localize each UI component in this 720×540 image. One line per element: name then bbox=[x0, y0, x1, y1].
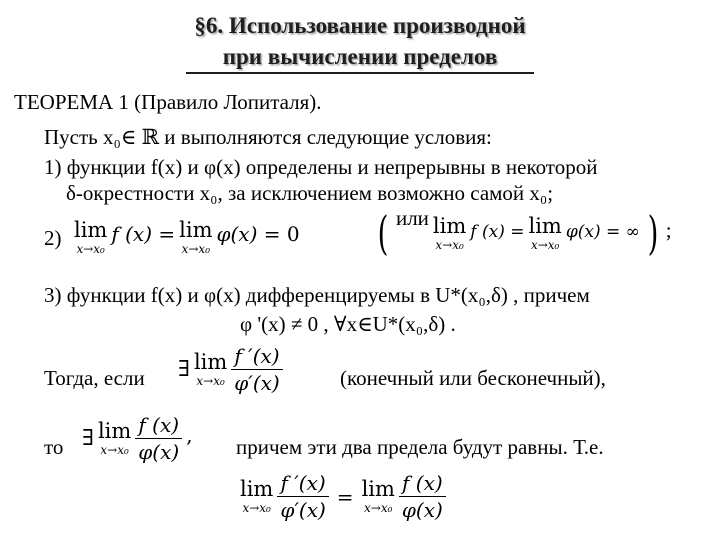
phi-of-x: φ(x) bbox=[401, 498, 443, 522]
f-prime: f ′(x) bbox=[234, 344, 280, 368]
lim-word: lim bbox=[528, 213, 562, 238]
phi-of-x: φ(x) bbox=[138, 440, 180, 464]
condition-1-line-2: δ-окрестности x₀, за исключением возможно самой x₀; bbox=[66, 181, 554, 205]
lim-word: lim bbox=[432, 213, 467, 238]
phi-prime: φ′(x) bbox=[234, 371, 280, 395]
title-underline bbox=[186, 72, 534, 74]
phi-of-x: φ(x) bbox=[216, 222, 258, 247]
condition-3-line-2: φ '(x) ≠ 0 , ∀x∈U*(x₀,δ) . bbox=[240, 312, 456, 336]
phi-of-x: φ(x) bbox=[565, 222, 601, 242]
equals-zero: = 0 bbox=[263, 222, 300, 247]
page-subtitle: при вычислении пределов bbox=[222, 44, 498, 69]
theorem-heading: ТЕОРЕМА 1 (Правило Лопиталя). bbox=[14, 90, 322, 114]
right-paren: ) bbox=[647, 206, 659, 261]
function-ratio-limit bbox=[82, 413, 193, 464]
lim-under: x→x₀ bbox=[76, 242, 105, 256]
if-text: Тогда, если bbox=[44, 366, 145, 390]
lhopital-equality bbox=[240, 471, 446, 522]
condition-2-formula bbox=[74, 220, 300, 255]
lim-word: lim bbox=[97, 419, 132, 443]
derivative-ratio-limit bbox=[178, 344, 283, 395]
lim-word: lim bbox=[240, 477, 274, 501]
then-text: то bbox=[44, 435, 64, 459]
f-prime: f ′(x) bbox=[280, 471, 326, 495]
if-note: (конечный или бесконечный), bbox=[340, 366, 606, 390]
lim-under: x→x₀ bbox=[181, 242, 211, 256]
exists-symbol: ∃ bbox=[82, 426, 94, 451]
equals-sign: = bbox=[510, 222, 525, 242]
then-note: причем эти два предела будут равны. Т.е. bbox=[236, 435, 604, 459]
lim-under: x→x₀ bbox=[364, 501, 393, 515]
left-paren: ( bbox=[377, 206, 389, 261]
condition-2-label: 2) bbox=[44, 226, 62, 250]
f-of-x: f (x) bbox=[470, 222, 505, 242]
equals-infinity: = ∞ bbox=[606, 222, 640, 242]
lim-under: x→x₀ bbox=[530, 237, 560, 252]
f-of-x: f (x) bbox=[111, 222, 153, 247]
lim-word: lim bbox=[193, 350, 228, 374]
lim-under: x→x₀ bbox=[242, 501, 271, 515]
phi-prime: φ′(x) bbox=[280, 498, 326, 522]
lim-under: x→x₀ bbox=[100, 443, 129, 457]
lim-word: lim bbox=[74, 218, 108, 242]
f-of-x: f (x) bbox=[138, 413, 180, 437]
lim-word: lim bbox=[361, 477, 395, 501]
lim-under: x→x₀ bbox=[196, 374, 225, 388]
condition-3-line-1: 3) функции f(x) и φ(x) дифференцируемы в U*(x₀,δ) , причем bbox=[44, 283, 590, 307]
comma: , bbox=[186, 423, 193, 448]
condition-1-line-1: 1) функции f(x) и φ(x) определены и непрерывны в некоторой bbox=[44, 155, 598, 179]
or-word: или bbox=[395, 206, 429, 230]
equals-sign: = bbox=[158, 222, 176, 247]
semicolon: ; bbox=[665, 218, 672, 242]
lim-under: x→x₀ bbox=[435, 237, 464, 252]
exists-symbol: ∃ bbox=[178, 357, 190, 382]
equals-sign: = bbox=[336, 484, 354, 509]
lim-word: lim bbox=[179, 218, 213, 242]
page-title: §6. Использование производной bbox=[194, 13, 526, 38]
condition-2-alternative bbox=[374, 206, 672, 260]
theorem-intro: Пусть x₀∈ ℝ и выполняются следующие условия: bbox=[44, 125, 492, 149]
f-of-x: f (x) bbox=[402, 471, 443, 495]
